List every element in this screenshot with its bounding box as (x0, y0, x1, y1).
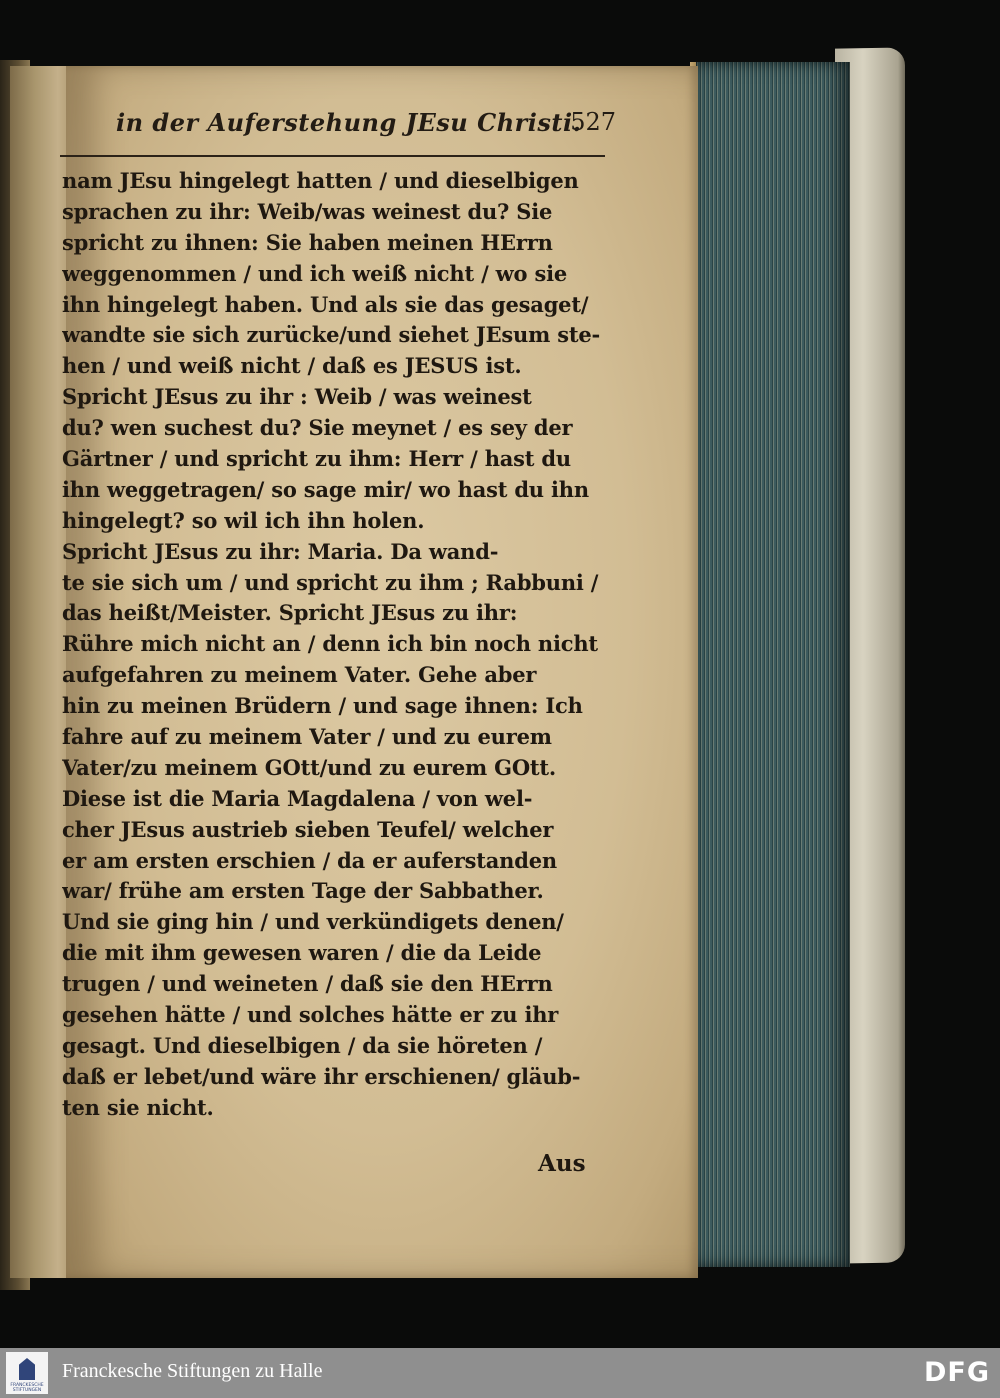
text-line: war/ frühe am ersten Tage der Sabbather. (62, 878, 544, 904)
dfg-logo[interactable]: DFG (923, 1357, 990, 1388)
page-number: 527 (570, 108, 616, 136)
text-line: Spricht JEsus zu ihr: Maria. Da wand- (62, 538, 499, 564)
catchword: Aus (538, 1150, 586, 1177)
franckesche-stiftungen-logo[interactable] (6, 1352, 48, 1394)
text-line: Gärtner / und spricht zu ihm: Herr / hast du (62, 446, 571, 472)
institution-name: Franckesche Stiftungen zu Halle (62, 1360, 323, 1382)
text-line: te sie sich um / und spricht zu ihm ; Rabbuni / (62, 569, 599, 595)
header-rule (60, 155, 605, 157)
text-line: daß er lebet/und wäre ihr erschienen/ gläub- (62, 1063, 581, 1089)
text-line: Vater/zu meinem GOtt/und zu eurem GOtt. (62, 754, 557, 780)
running-title: in der Auferstehung JEsu Christi. (116, 108, 582, 137)
text-line: nam JEsu hingelegt hatten / und dieselbigen (62, 168, 579, 193)
text-line: hen / und weiß nicht / daß es JESUS ist. (62, 353, 522, 379)
text-line: sprachen zu ihr: Weib/was weinest du? Sie (62, 198, 553, 224)
text-line: ihn hingelegt haben. Und als sie das gesaget/ (62, 291, 589, 317)
footer-bar (0, 1348, 1000, 1398)
text-line: spricht zu ihnen: Sie haben meinen HErrn (62, 229, 553, 255)
text-line: hin zu meinen Brüdern / und sage ihnen: Ich (62, 693, 583, 719)
text-line: Diese ist die Maria Magdalena / von wel- (62, 785, 533, 811)
logo-text-line2: STIFTUNGEN (12, 1388, 42, 1393)
text-line: wandte sie sich zurücke/und siehet JEsum ste- (62, 322, 601, 348)
previous-page-edge (10, 66, 70, 1278)
text-line: cher JEsus austrieb sieben Teufel/ welcher (62, 816, 554, 842)
text-line: gesehen hätte / und solches hätte er zu ihr (62, 1002, 559, 1028)
body-text (62, 166, 612, 1124)
text-line: das heißt/Meister. Spricht JEsus zu ihr: (62, 600, 518, 626)
page-block-edges (690, 62, 850, 1267)
text-line: er am ersten erschien / da er auferstanden (62, 847, 557, 873)
text-line: Und sie ging hin / und verkündigets denen/ (62, 909, 564, 935)
text-line: weggenommen / und ich weiß nicht / wo sie (62, 260, 568, 286)
text-line: die mit ihm gewesen waren / die da Leide (62, 940, 542, 966)
logo-text-line1: FRANCKESCHE (10, 1383, 44, 1388)
text-line: aufgefahren zu meinem Vater. Gehe aber (62, 662, 537, 688)
page-header (116, 108, 616, 148)
building-icon (19, 1358, 35, 1380)
text-line: trugen / und weineten / daß sie den HErrn (62, 971, 553, 997)
text-line: hingelegt? so wil ich ihn holen. (62, 507, 425, 533)
text-line: du? wen suchest du? Sie meynet / es sey der (62, 415, 573, 441)
text-line: Rühre mich nicht an / denn ich bin noch nicht (62, 631, 598, 657)
text-line: Spricht JEsus zu ihr : Weib / was weinest (62, 384, 532, 410)
text-line: ihn weggetragen/ so sage mir/ wo hast du ihn (62, 476, 589, 502)
text-line: fahre auf zu meinem Vater / und zu eurem (62, 724, 552, 750)
text-line: ten sie nicht. (62, 1094, 214, 1120)
text-line: gesagt. Und dieselbigen / da sie höreten / (62, 1032, 543, 1058)
